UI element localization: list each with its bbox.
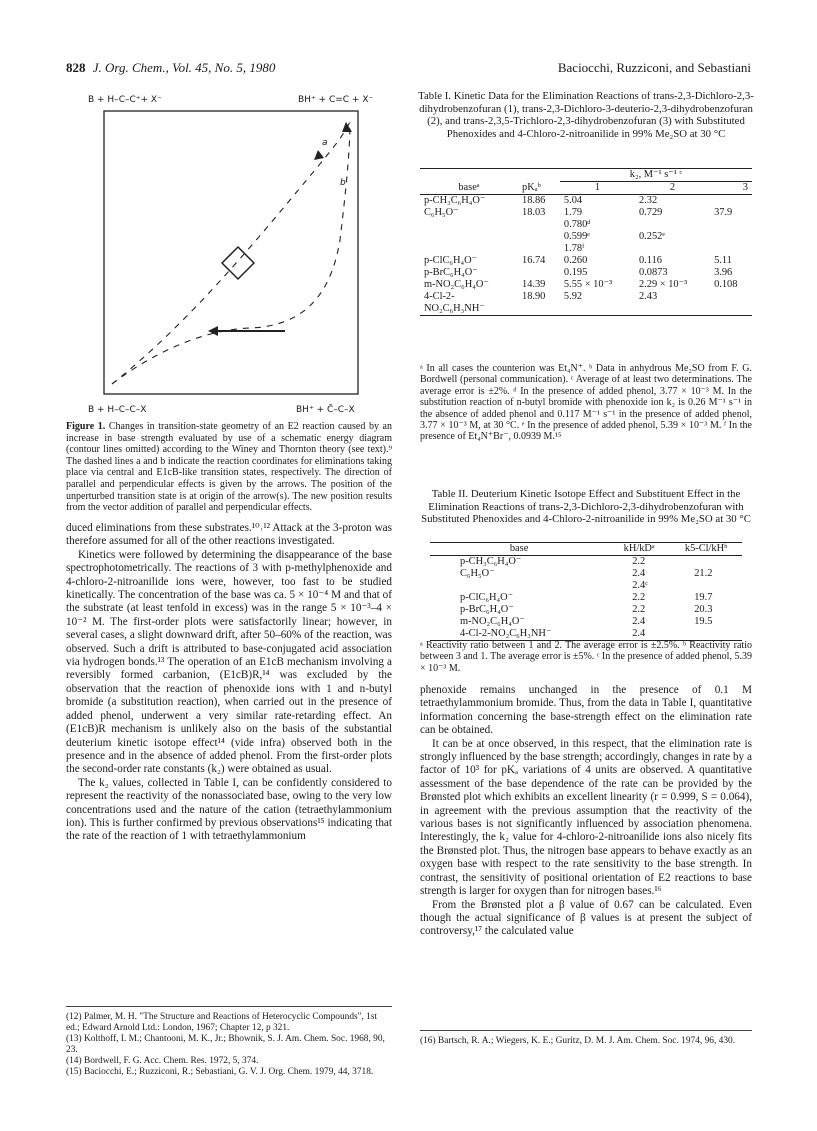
table-cell: 2.4 xyxy=(632,628,646,639)
table-cell xyxy=(635,219,710,231)
table-cell: 0.116 xyxy=(638,255,662,266)
paragraph: The k₂ values, collected in Table I, can be confidently considered to represent the reactivity of the nonassociated base, owing to the very low concentrations used and the nature of the cation (tetraethylammonium ion). This is further confirmed by previous observations¹⁵ indicating that the rate of the reaction of 1 with tetraethylammonium xyxy=(66,776,392,843)
table-cell: p-CH₃C₆H₄O⁻ xyxy=(460,556,522,567)
table-cell: 5.04 xyxy=(563,195,583,206)
table-cell: p-BrC₆H₄O⁻ xyxy=(460,604,514,615)
table-cell xyxy=(518,231,560,243)
table2-notes: ᵃ Reactivity ratio between 1 and 2. The average error is ±2.5%. ᵇ Reactivity ratio between 3 and 1. The average error is ±5%. ᶜ In the presence of added phenol, 5.39 × 10⁻³ M. xyxy=(420,640,752,674)
right-footnotes xyxy=(420,1036,752,1047)
table-cell: 0.729 xyxy=(638,207,663,218)
table1-header-1: 1 xyxy=(594,182,601,193)
table-cell: 20.3 xyxy=(694,604,713,615)
table-cell xyxy=(420,243,518,255)
table-cell: 0.780ᵈ xyxy=(563,219,591,230)
paragraph: phenoxide remains unchanged in the presence of 0.1 M tetraethylammonium bromide. Thus, from the data in Table I, quantitative information concerning the base-strength effect on the elimination rate can be obtained. xyxy=(420,684,752,737)
curve-label-b: b xyxy=(340,178,346,188)
table-cell xyxy=(420,231,518,243)
table-cell xyxy=(710,291,752,316)
table1-header-pka: pKₐᵇ xyxy=(522,181,541,193)
table-row xyxy=(420,219,752,231)
table-cell xyxy=(518,267,560,279)
table-cell: 5.92 xyxy=(563,291,583,302)
table-cell: 0.108 xyxy=(714,279,738,290)
table-cell: 18.90 xyxy=(522,291,546,302)
right-column-body xyxy=(420,684,752,939)
figure-label-top-left: B + H–C–C⁺+ X⁻ xyxy=(88,95,162,105)
table-cell xyxy=(518,243,560,255)
table-row xyxy=(430,628,742,641)
table-cell: 2.2 xyxy=(632,592,646,603)
table-cell: m-NO₂C₆H₄O⁻ xyxy=(460,616,525,627)
figure-label-top-right: BH⁺ + C=C + X⁻ xyxy=(298,95,374,105)
table-cell xyxy=(710,231,752,243)
table-cell: 2.4ᶜ xyxy=(632,580,648,591)
table1-group-header: k₂, M⁻¹ s⁻¹ ᶜ xyxy=(560,169,752,182)
table-cell: 2.4 xyxy=(632,616,646,627)
footnote: (15) Baciocchi, E.; Ruzziconi, R.; Sebastiani, G. V. J. Org. Chem. 1979, 44, 3718. xyxy=(66,1067,374,1077)
table-cell: 1.79 xyxy=(563,207,583,218)
table-cell: 0.0873 xyxy=(638,267,668,278)
table-cell: 0.599ᵉ xyxy=(563,231,590,242)
table-cell: 21.2 xyxy=(694,568,713,579)
figure-label-bottom-right: BH⁺ + C̄–C–X xyxy=(296,405,355,415)
table-row xyxy=(430,568,742,580)
table-cell: 2.43 xyxy=(638,291,658,302)
table-cell: 2.32 xyxy=(638,195,658,206)
table1-notes: ᵃ In all cases the counterion was Et₄N⁺. ᵇ Data in anhydrous Me₂SO from F. G. Bordwell (personal communication). ᶜ Average of at least two determinations. The average error is ±2%. ᵈ In the presence of added phenol, 3.77 × 10⁻³ M. In the substitution reaction of n-butyl bromide with phenoxide ion k₂ is 0.26 M⁻¹ s⁻¹ in the absence of added phenol and 0.117 M⁻¹ s⁻¹ in the presence of added phenol, 3.77 × 10⁻³ M, at 30 °C. ᵉ In the presence of added phenol, 5.39 × 10⁻³ M. ᶠ In the presence of Et₄N⁺Br⁻, 0.0939 M.¹⁵ xyxy=(420,363,752,443)
table-cell: 5.11 xyxy=(714,255,732,266)
left-footnotes xyxy=(66,1012,392,1078)
table-cell xyxy=(670,580,742,592)
table-cell: 16.74 xyxy=(522,255,546,266)
table-cell xyxy=(518,219,560,231)
table-cell: m-NO₂C₆H₄O⁻ xyxy=(424,279,489,290)
table-cell: 14.39 xyxy=(522,279,546,290)
table-row xyxy=(430,580,742,592)
paragraph: It can be at once observed, in this respect, that the elimination rate is strongly influenced by the base strength; accordingly, changes in rate by a factor of 10³ for pKₐ variations of 4 units are observed. A quantitative assessment of the base dependence of the rate can be provided by the Brønsted plot which exhibits an excellent linearity (r = 0.999, S = 0.064), in agreement with the previous assumption that the reactivity of the various bases is not significantly influenced by association phenomena. Interestingly, the k₂ value for 4-chloro-2-nitroanilide ions also nicely fits the Brønsted plot. Thus, the nitrogen base appears to behave exactly as an oxygen base with respect to the rate sensitivity to the base strength. In contrast, the sensitivity of positional orientation of E2 reactions to base strength is larger for oxygen than for nitrogen bases.¹⁶ xyxy=(420,737,752,898)
table-cell xyxy=(430,580,608,592)
left-column-body xyxy=(66,522,392,844)
table2-container xyxy=(430,542,742,643)
footnote: (14) Bordwell, F. G. Acc. Chem. Res. 1972, 5, 374. xyxy=(66,1056,259,1066)
footnote-rule-left xyxy=(66,1006,392,1007)
table1 xyxy=(420,168,752,318)
arrow-mid-a xyxy=(314,150,324,160)
table-cell: p-CH₃C₆H₄O⁻ xyxy=(424,195,486,206)
footnote-rule-right xyxy=(420,1030,752,1031)
table-row xyxy=(430,616,742,628)
table-row xyxy=(430,604,742,616)
table-cell xyxy=(710,195,752,208)
table-cell: C₆H₅O⁻ xyxy=(424,207,459,218)
table-row xyxy=(420,255,752,267)
table-row xyxy=(420,243,752,255)
footnote: (12) Palmer, M. H. "The Structure and Reactions of Heterocyclic Compounds", 1st ed.; Edward Arnold Ltd.: London, 1967; Chapter 12, p 321. xyxy=(66,1012,378,1033)
figure-caption-text: Changes in transition-state geometry of an E2 reaction caused by an increase in base strength evaluated by use of a schematic energy diagram (contour lines omitted) according to the Winey and Thornton theory (see text).⁹ The dashed lines a and b indicate the reaction coordinates for eliminations taking place via central and E1cB-like transition states, respectively. The direction of parallel and perpendicular effects is given by the arrows. The position of the unperturbed transition state is at origin of the arrow(s). The new position results from the vector addition of parallel and perpendicular effects. xyxy=(66,421,392,514)
table-row xyxy=(420,207,752,219)
table1-container xyxy=(420,168,752,318)
arrow-top-a xyxy=(342,122,352,132)
table-row xyxy=(420,195,752,208)
table-cell: 4-Cl-2-NO₂C₆H₃NH⁻ xyxy=(460,628,552,639)
table-cell: 37.9 xyxy=(714,207,733,218)
table-row xyxy=(420,279,752,291)
table-cell: 1.78ᶠ xyxy=(563,243,585,254)
table-cell: 5.55 × 10⁻³ xyxy=(563,279,613,290)
table-cell: p-ClC₆H₄O⁻ xyxy=(460,592,514,603)
table-cell xyxy=(670,628,742,641)
footnote: (13) Kolthoff, I. M.; Chantooni, M. K., Jr.; Bhownik, S. J. Am. Chem. Soc. 1968, 90, 23. xyxy=(66,1034,385,1055)
table1-header-3: 3 xyxy=(742,182,748,193)
figure-caption-label: Figure 1. xyxy=(66,421,106,432)
table-cell: 0.252ᵉ xyxy=(638,231,666,242)
table-cell: 3.96 xyxy=(714,267,733,278)
table-row xyxy=(420,267,752,279)
table-row xyxy=(420,291,752,316)
paragraph: duced eliminations from these substrates.¹⁰˒¹² Attack at the 3-proton was therefore assumed for all of the other reactions investigated. xyxy=(66,522,392,548)
table2-header-kh-kd: kH/kDᵃ xyxy=(623,543,655,554)
figure-label-bottom-left: B + H–C–C–X xyxy=(88,405,147,415)
table-cell xyxy=(420,219,518,231)
footnote: (16) Bartsch, R. A.; Wiegers, K. E.; Guritz, D. M. J. Am. Chem. Soc. 1974, 96, 430. xyxy=(420,1036,736,1046)
paragraph: Kinetics were followed by determining the disappearance of the base spectrophotometrically. The reactions of 3 with p-methylphenoxide and 4-chloro-2-nitroanilide ions were, however, too fast to be studied kinetically. The concentration of the base was ca. 5 × 10⁻⁴ M and that of the substrate (at least tenfold in excess) was in the range 5 × 10⁻³–4 × 10⁻² M. The first-order plots were satisfactorily linear; however, in several cases, a slight downward drift, after 50–60% of the reaction, was observed. Such a drift is attributed to base-conjugated acid association via hydrogen bonds.¹³ The operation of an E1cB mechanism involving a reversibly formed carbanion, (E1cB)R,¹⁴ was excluded by the observation that the reaction of phenoxide ions with 1 and n-butyl bromide (a substitution reaction), when carried out in the presence of added phenol, underwent a very similar rate-retarding effect. An (E1cB)R mechanism is unlikely also on the basis of the substantial deuterium kinetic isotope effect¹⁴ (vide infra) observed both in the presence and in the absence of added phenol. From the first-order plots the second-order rate constants (k₂) were obtained as usual. xyxy=(66,548,392,776)
table-cell: 2.4 xyxy=(632,568,646,579)
table-cell: 4-Cl-2-NO₂C₆H₃NH⁻ xyxy=(424,291,485,314)
table-cell: 0.195 xyxy=(563,267,588,278)
table2-title: Table II. Deuterium Kinetic Isotope Effect and Substituent Effect in the Elimination Reactions of trans-2,3-Dichloro-2,3-dihydrobenzofuran with Substituted Phenoxides and 4-Chloro-2-nitroanilide in 99% Me₂SO at 30 °C xyxy=(421,488,751,526)
table-cell: 2.2 xyxy=(632,604,646,615)
table2-header-base: base xyxy=(509,543,529,554)
table-cell xyxy=(670,556,742,569)
table-cell xyxy=(710,243,752,255)
table2-header-kcl-kh: k5-Cl/kHᵇ xyxy=(684,543,728,554)
table-cell: 0.260 xyxy=(563,255,588,266)
table-cell: p-ClC₆H₄O⁻ xyxy=(424,255,478,266)
journal-citation: J. Org. Chem., Vol. 45, No. 5, 1980 xyxy=(92,60,276,75)
table-cell: 18.86 xyxy=(522,195,546,206)
table-cell: 2.29 × 10⁻³ xyxy=(638,279,688,290)
curve-label-a: a xyxy=(322,138,328,148)
table-cell xyxy=(635,243,710,255)
table-cell: 2.2 xyxy=(632,556,646,567)
table-row xyxy=(430,556,742,569)
table-row xyxy=(430,592,742,604)
table-cell: C₆H₅O⁻ xyxy=(460,568,495,579)
table-cell xyxy=(710,219,752,231)
table1-header-base: baseᵃ xyxy=(458,181,480,193)
paragraph: From the Brønsted plot a β value of 0.67 can be calculated. Even though the actual significance of β values is at present the subject of controversy,¹⁷ the calculated value xyxy=(420,898,752,938)
table-cell: p-BrC₆H₄O⁻ xyxy=(424,267,478,278)
table-cell: 19.7 xyxy=(694,592,713,603)
page-number: 828 xyxy=(66,60,86,75)
table-cell: 19.5 xyxy=(694,616,713,627)
table-row xyxy=(420,231,752,243)
table1-header-2: 2 xyxy=(669,182,676,193)
running-header-authors: Baciocchi, Ruzziconi, and Sebastiani xyxy=(557,60,751,75)
table-cell: 18.03 xyxy=(522,207,546,218)
figure-caption xyxy=(66,421,392,514)
table2 xyxy=(430,542,742,643)
table1-title: Table I. Kinetic Data for the Elimination Reactions of trans-2,3-Dichloro-2,3-dihydrobenzofuran (1), trans-2,3-Dichloro-3-deuterio-2,3-dihydrobenzofuran (2), and trans-2,3,5-Trichloro-2,3-dihydrobenzofuran (3) with Substituted Phenoxides and 4-Chloro-2-nitroanilide in 99% Me₂SO at 30 °C xyxy=(418,90,754,140)
